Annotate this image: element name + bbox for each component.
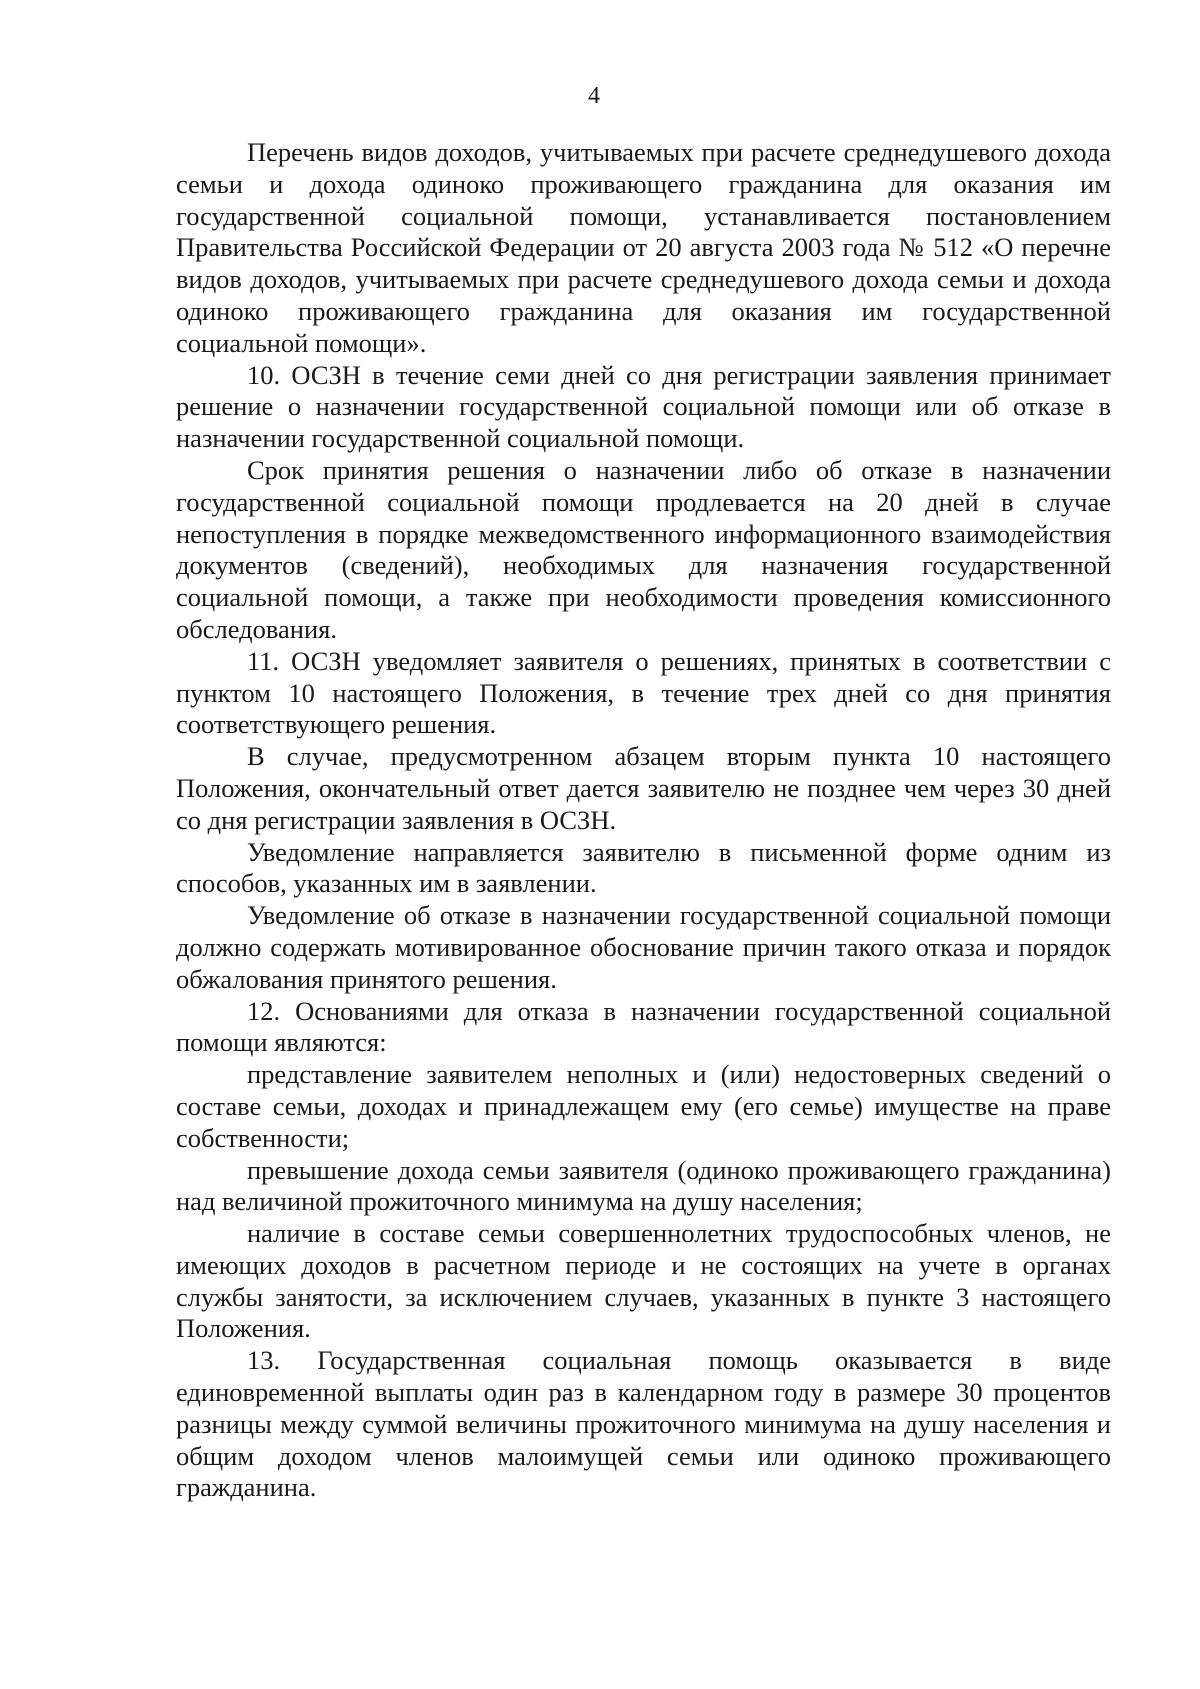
paragraph-income-types-list: Перечень видов доходов, учитываемых при расчете среднедушевого дохода семьи и дохода одиноко проживающего гражданина для оказания им государственной социальной помощи, устанавливается постановлением Правительства Российской Федерации от 20 августа 2003 года № 512 «О перечне видов доходов, учитываемых при расчете среднедушевого дохода семьи и дохода одиноко проживающего гражданина для оказания им государственной социальной помощи». — [176, 137, 1111, 358]
paragraph-item-12-refusal-grounds: 12. Основаниями для отказа в назначении государственной социальной помощи являются: — [176, 995, 1111, 1058]
paragraph-decision-deadline-extension: Срок принятия решения о назначении либо об отказе в назначении государственной социальной помощи продлевается на 20 дней в случае непоступления в порядке межведомственного информационного взаимодействия документов (сведений), необходимых для назначения государственной социальной помощи, а также при необходимости проведения комиссионного обследования. — [176, 454, 1111, 644]
paragraph-written-notification: Уведомление направляется заявителю в письменной форме одним из способов, указанных им в заявлении. — [176, 836, 1111, 899]
paragraph-item-11-notification: 11. ОСЗН уведомляет заявителя о решениях, принятых в соответствии с пунктом 10 настоящего Положения, в течение трех дней со дня принятия соответствующего решения. — [176, 645, 1111, 740]
page-number: 4 — [588, 83, 600, 109]
paragraph-item-10-decision: 10. ОСЗН в течение семи дней со дня регистрации заявления принимает решение о назначении государственной социальной помощи или об отказе в назначении государственной социальной помощи. — [176, 359, 1111, 454]
paragraph-ground-income-excess: превышение дохода семьи заявителя (одиноко проживающего гражданина) над величиной прожиточного минимума на душу населения; — [176, 1154, 1111, 1217]
paragraph-final-answer-deadline: В случае, предусмотренном абзацем вторым пункта 10 настоящего Положения, окончательный ответ дается заявителю не позднее чем через 30 дней со дня регистрации заявления в ОСЗН. — [176, 741, 1111, 835]
paragraph-refusal-notification: Уведомление об отказе в назначении государственной социальной помощи должно содержать мотивированное обоснование причин такого отказа и порядок обжалования принятого решения. — [176, 900, 1111, 994]
document-body — [176, 137, 1111, 1504]
paragraph-item-13-payment: 13. Государственная социальная помощь оказывается в виде единовременной выплаты один раз в календарном году в размере 30 процентов разницы между суммой величины прожиточного минимума на душу населения и общим доходом членов малоимущей семьи или одиноко проживающего гражданина. — [176, 1345, 1111, 1503]
paragraph-ground-unemployed-members: наличие в составе семьи совершеннолетних трудоспособных членов, не имеющих доходов в расчетном периоде и не состоящих на учете в органах службы занятости, за исключением случаев, указанных в пункте 3 настоящего Положения. — [176, 1218, 1111, 1344]
paragraph-ground-incomplete-information: представление заявителем неполных и (или) недостоверных сведений о составе семьи, доходах и принадлежащем ему (его семье) имуществе на праве собственности; — [176, 1059, 1111, 1153]
